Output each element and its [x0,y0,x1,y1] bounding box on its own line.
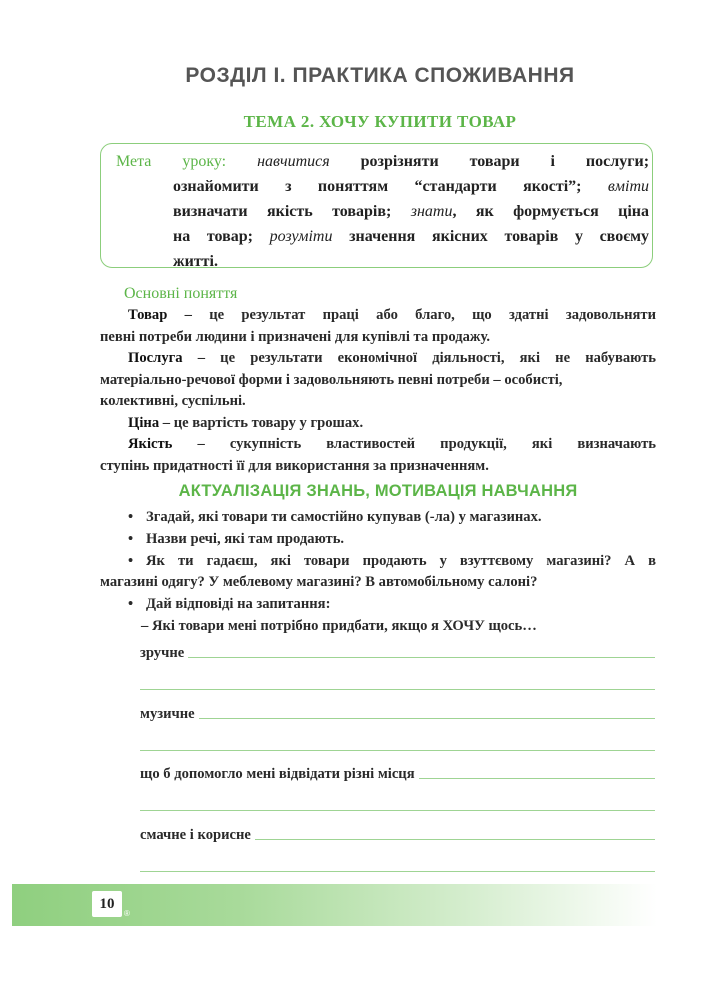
concept-quality [100,434,656,477]
actualization-list [100,507,656,638]
bullet-icon: • [128,509,134,525]
bullet-icon: • [128,596,134,613]
answer-input-line[interactable] [255,838,655,840]
goal-verb-able: вміти [607,178,649,195]
page-number: 10 [92,891,122,917]
answer-row-tasty [140,827,655,844]
answer-input-line[interactable] [188,656,655,658]
goal-line-5: житті. [173,253,218,270]
answer-row-travel [140,766,655,783]
concept-definition: колективні, суспільні. [100,393,246,409]
answer-label: музичне [140,706,195,722]
concept-definition: матеріально-речової форми і задовольняють певні потреби – особисті, [100,371,563,388]
section-title: РОЗДІЛ І. ПРАКТИКА СПОЖИВАННЯ [185,64,575,87]
concept-product [100,305,656,348]
list-item-text: Дай відповіді на запитання: [146,596,331,613]
answer-label: зручне [140,645,185,661]
concepts-list [100,305,656,477]
list-item-text: Згадай, які товари ти самостійно купував (-ла) у магазинах. [146,509,542,525]
concept-term: Товар [128,307,168,323]
goal-verb-understand: розуміти [269,228,333,245]
concept-definition: – це вартість товару у грошах. [162,414,364,431]
bullet-icon: • [128,552,134,569]
concept-definition: – сукупність властивостей продукції, які визначають [197,436,656,452]
concept-term: Послуга [128,350,183,366]
concepts-heading: Основні поняття [124,285,238,302]
concept-term: Якість [128,436,173,452]
goal-label: Мета уроку: [116,153,227,170]
goal-text-fragment: , як формується ціна [452,203,650,220]
answer-input-line[interactable] [140,871,655,872]
concept-definition: – це результат праці або благо, що здатні задовольняти [184,307,656,323]
concept-price [100,413,656,435]
goal-line-3 [116,199,649,224]
goal-verb-learn: навчитися [257,153,330,170]
answer-input-line[interactable] [140,810,655,811]
topic-title: ТЕМА 2. ХОЧУ КУПИТИ ТОВАР [243,112,517,131]
answer-row-musical [140,706,655,723]
answer-input-line[interactable] [419,777,655,779]
actualization-heading: АКТУАЛІЗАЦІЯ ЗНАНЬ, МОТИВАЦІЯ НАВЧАННЯ [178,482,578,500]
bullet-icon: • [128,530,134,547]
goal-text-fragment: на товар; [173,228,253,245]
concept-service [100,348,656,413]
goal-line-1 [116,149,649,174]
goal-verb-know: знати [410,203,453,220]
answer-input-line[interactable] [140,689,655,690]
list-item [100,594,656,616]
answer-input-line[interactable] [140,750,655,751]
list-item-text: Як ти гадаєш, які товари продають у взуттєвому магазині? А в [146,552,656,569]
goal-line-2 [116,174,649,199]
answer-label: смачне і корисне [140,827,251,843]
goal-text-fragment: значення якісних товарів у своєму [349,228,650,245]
goal-text-fragment: ознайомити з поняттям “стандарти якості”; [173,178,582,195]
lesson-goal-text [116,149,649,274]
question-text: – Які товари мені потрібно придбати, якщо я ХОЧУ щось… [141,617,537,634]
concept-definition: – це результати економічної діяльності, які не набувають [197,350,656,366]
answer-row-comfortable [140,645,655,662]
answer-label: що б допомогло мені відвідати різні місця [140,766,415,782]
goal-text-fragment: розрізняти товари і послуги; [360,153,650,170]
concept-definition: ступінь придатності її для використання за призначенням. [100,457,489,474]
goal-line-4 [116,224,649,249]
concept-term: Ціна [128,414,160,431]
list-item [100,507,656,529]
concept-definition: певні потреби людини і призначені для купівлі та продажу. [100,328,490,345]
list-item-text: Назви речі, які там продають. [146,530,345,547]
list-item-text: магазині одягу? У меблевому магазині? В автомобільному салоні? [100,574,538,591]
list-item [100,529,656,551]
list-item [100,551,656,595]
registered-mark: ® [124,909,130,918]
answer-input-line[interactable] [199,717,655,719]
goal-text-fragment: визначати якість товарів; [173,203,392,220]
